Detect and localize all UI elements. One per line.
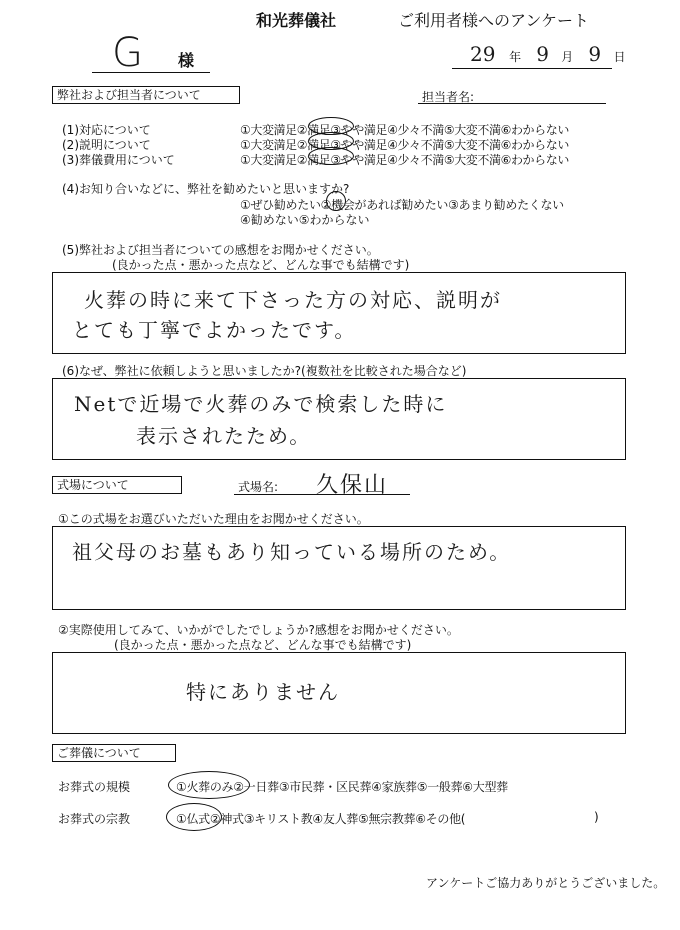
funeral-religion-close: ) bbox=[594, 810, 599, 824]
staff-name-label: 担当者名: bbox=[422, 90, 475, 104]
date-underline bbox=[452, 68, 612, 69]
venue-q2-answer: 特にありません bbox=[186, 680, 340, 704]
date-month-unit: 月 bbox=[561, 50, 574, 64]
q5-answer-line1: 火葬の時に来て下さった方の対応、説明が bbox=[84, 288, 502, 312]
section-funeral: ご葬儀について bbox=[52, 744, 176, 762]
funeral-religion-options: ①仏式②神式③キリスト教④友人葬⑤無宗教葬⑥その他( bbox=[176, 812, 466, 826]
venue-name-underline bbox=[234, 494, 410, 495]
q3-label: (3)葬儀費用について bbox=[62, 153, 175, 167]
q1-label: (1)対応について bbox=[62, 123, 151, 137]
staff-name-underline bbox=[418, 103, 606, 104]
section-venue: 式場について bbox=[52, 476, 182, 494]
venue-name-value: 久保山 bbox=[316, 473, 389, 498]
date-year: 29 bbox=[470, 42, 496, 66]
q3-selected-circle bbox=[308, 147, 354, 165]
q6-label: (6)なぜ、弊社に依頼しようと思いましたか?(複数社を比較された場合など) bbox=[62, 364, 467, 378]
q4-selected-circle bbox=[326, 191, 346, 211]
q6-answer-line2: 表示されたため。 bbox=[136, 424, 312, 448]
date-day-unit: 日 bbox=[613, 50, 626, 64]
date-day: 9 bbox=[588, 42, 602, 66]
funeral-scale-label: お葬式の規模 bbox=[58, 780, 131, 794]
date-month: 9 bbox=[536, 42, 549, 66]
honorific: 様 bbox=[178, 51, 195, 70]
q4-label: (4)お知り合いなどに、弊社を勧めたいと思いますか? bbox=[62, 182, 350, 196]
venue-name-label: 式場名: bbox=[238, 480, 279, 494]
survey-title: ご利用者様へのアンケート bbox=[398, 11, 590, 30]
q3-options: ①大変満足②満足③やや満足④少々不満⑤大変不満⑥わからない bbox=[240, 153, 569, 167]
survey-date bbox=[470, 42, 625, 66]
customer-underline bbox=[92, 72, 210, 73]
q2-options: ①大変満足②満足③やや満足④少々不満⑤大変不満⑥わからない bbox=[240, 138, 569, 152]
funeral-religion-label: お葬式の宗教 bbox=[58, 812, 131, 826]
date-year-unit: 年 bbox=[509, 50, 522, 64]
q1-options: ①大変満足②満足③やや満足④少々不満⑤大変不満⑥わからない bbox=[240, 123, 569, 137]
company-name: 和光葬儀社 bbox=[256, 11, 337, 30]
footer-thanks: アンケートご協力ありがとうございました。 bbox=[426, 876, 666, 890]
q4-options-line1: ①ぜひ勧めたい②機会があれば勧めたい③あまり勧めたくない bbox=[240, 198, 564, 212]
q4-options-line2: ④勧めない⑤わからない bbox=[240, 213, 370, 227]
q5-label: (5)弊社および担当者についての感想をお聞かせください。 bbox=[62, 243, 379, 257]
venue-q1-answer: 祖父母のお墓もあり知っている場所のため。 bbox=[72, 540, 512, 564]
venue-q2-sub: (良かった点・悪かった点など、どんな事でも結構です) bbox=[114, 638, 412, 652]
venue-q1-label: ①この式場をお選びいただいた理由をお聞かせください。 bbox=[58, 512, 369, 526]
funeral-scale-options: ①火葬のみ②一日葬③市民葬・区民葬④家族葬⑤一般葬⑥大型葬 bbox=[176, 780, 508, 794]
customer-initial: G bbox=[112, 30, 143, 76]
funeral-religion-selected-circle bbox=[166, 803, 222, 831]
funeral-scale-selected-circle bbox=[168, 771, 250, 799]
q5-sub: (良かった点・悪かった点など、どんな事でも結構です) bbox=[112, 258, 410, 272]
q5-answer-line2: とても丁寧でよかったです。 bbox=[72, 318, 357, 342]
q6-answer-line1: Netで近場で火葬のみで検索した時に bbox=[74, 392, 448, 416]
q2-label: (2)説明について bbox=[62, 138, 151, 152]
section-company-staff: 弊社および担当者について bbox=[52, 86, 240, 104]
venue-q2-label: ②実際使用してみて、いかがでしたでしょうか?感想をお聞かせください。 bbox=[58, 623, 459, 637]
